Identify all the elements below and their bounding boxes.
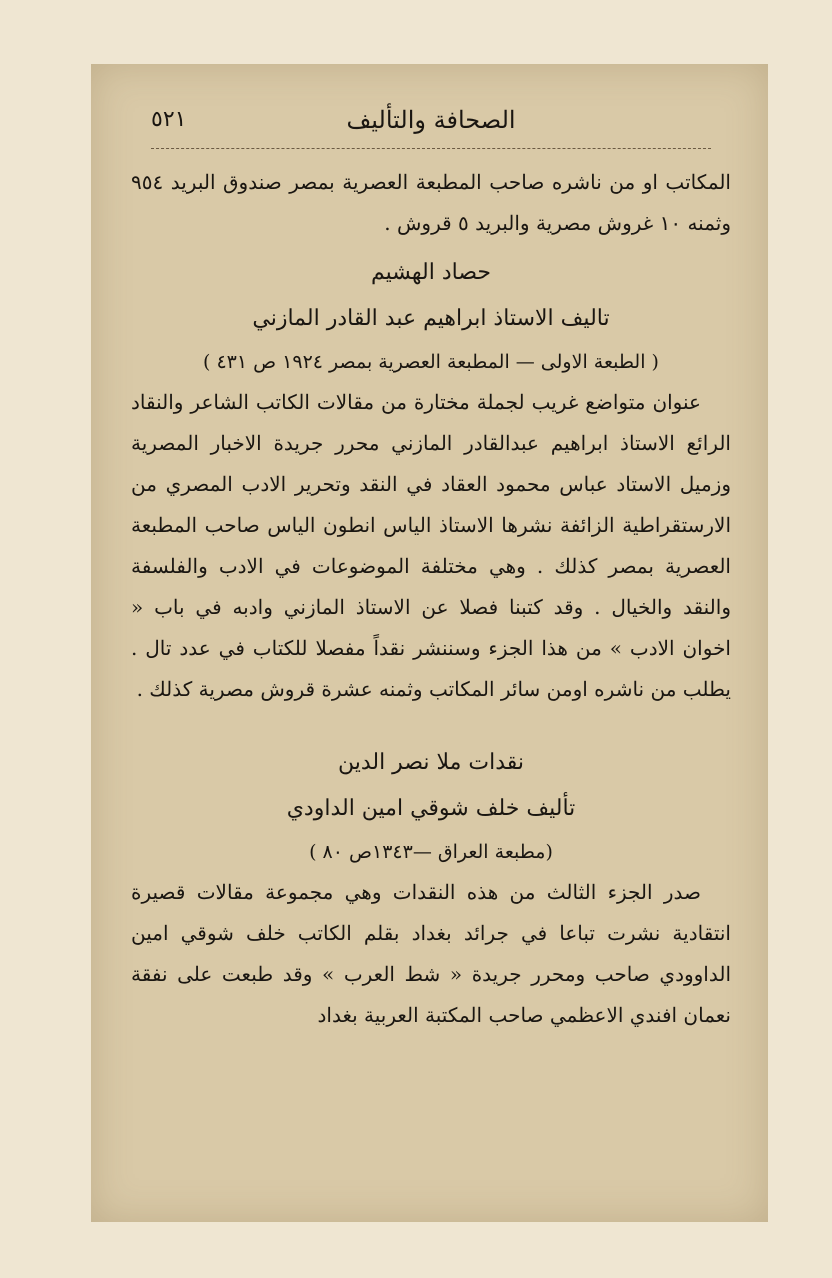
- continuation-paragraph: المكاتب او من ناشره صاحب المطبعة العصرية بمصر صندوق البريد ٩٥٤ وثمنه ١٠ غروش مصرية والبريد ٥ قروش .: [131, 170, 731, 235]
- book-title-naqadat: نقدات ملا نصر الدين: [337, 750, 525, 775]
- body-text: [131, 162, 731, 1036]
- running-title: الصحافة والتأليف: [346, 106, 516, 134]
- page-number: ٥٢١: [151, 107, 187, 132]
- book-edition-line: ( الطبعة الاولى — المطبعة العصرية بمصر ١٩٢٤ ص ٤٣١ ): [203, 351, 659, 373]
- book-page: [91, 64, 768, 1222]
- header-divider: [151, 148, 711, 149]
- book-title-hasad-al-hashim: حصاد الهشيم: [370, 260, 492, 285]
- book-edition-line-2: (مطبعة العراق —١٣٤٣ص ٨٠ ): [309, 841, 553, 863]
- book-review-paragraph: عنوان متواضع غريب لجملة مختارة من مقالات الكاتب الشاعر والنقاد الرائع الاستاذ ابراهيم عبدالقادر المازني محرر جريدة الاخبار المصرية وزميل الاستاد عباس محمود العقاد في النقد وتحرير الادب المصري من الارستقراطية الزائفة نشرها الاستاذ الياس انطون الياس صاحب المطبعة العصرية بمصر كذلك . وهي مختلفة الموضوعات في الادب والفلسفة والنقد والخيال . وقد كتبنا فصلا عن الاستاذ المازني وادبه في باب « اخوان الادب » من هذا الجزء وسننشر نقداً مفصلا للكتاب في عدد تال . يطلب من ناشره اومن سائر المكاتب وثمنه عشرة قروش مصرية كذلك .: [131, 390, 731, 701]
- book-author-line-2: تأليف خلف شوقي امين الداودي: [286, 796, 576, 821]
- book-author-line: تاليف الاستاذ ابراهيم عبد القادر المازني: [252, 306, 610, 331]
- page-header: [131, 100, 731, 140]
- book-review-paragraph-2: صدر الجزء الثالث من هذه النقدات وهي مجموعة مقالات قصيرة انتقادية نشرت تباعا في جرائد بغداد بقلم الكاتب خلف شوقي امين الداوودي صاحب ومحرر جريدة « شط العرب » وقد طبعت على نفقة نعمان افندي الاعظمي صاحب المكتبة العربية بغداد: [131, 880, 731, 1027]
